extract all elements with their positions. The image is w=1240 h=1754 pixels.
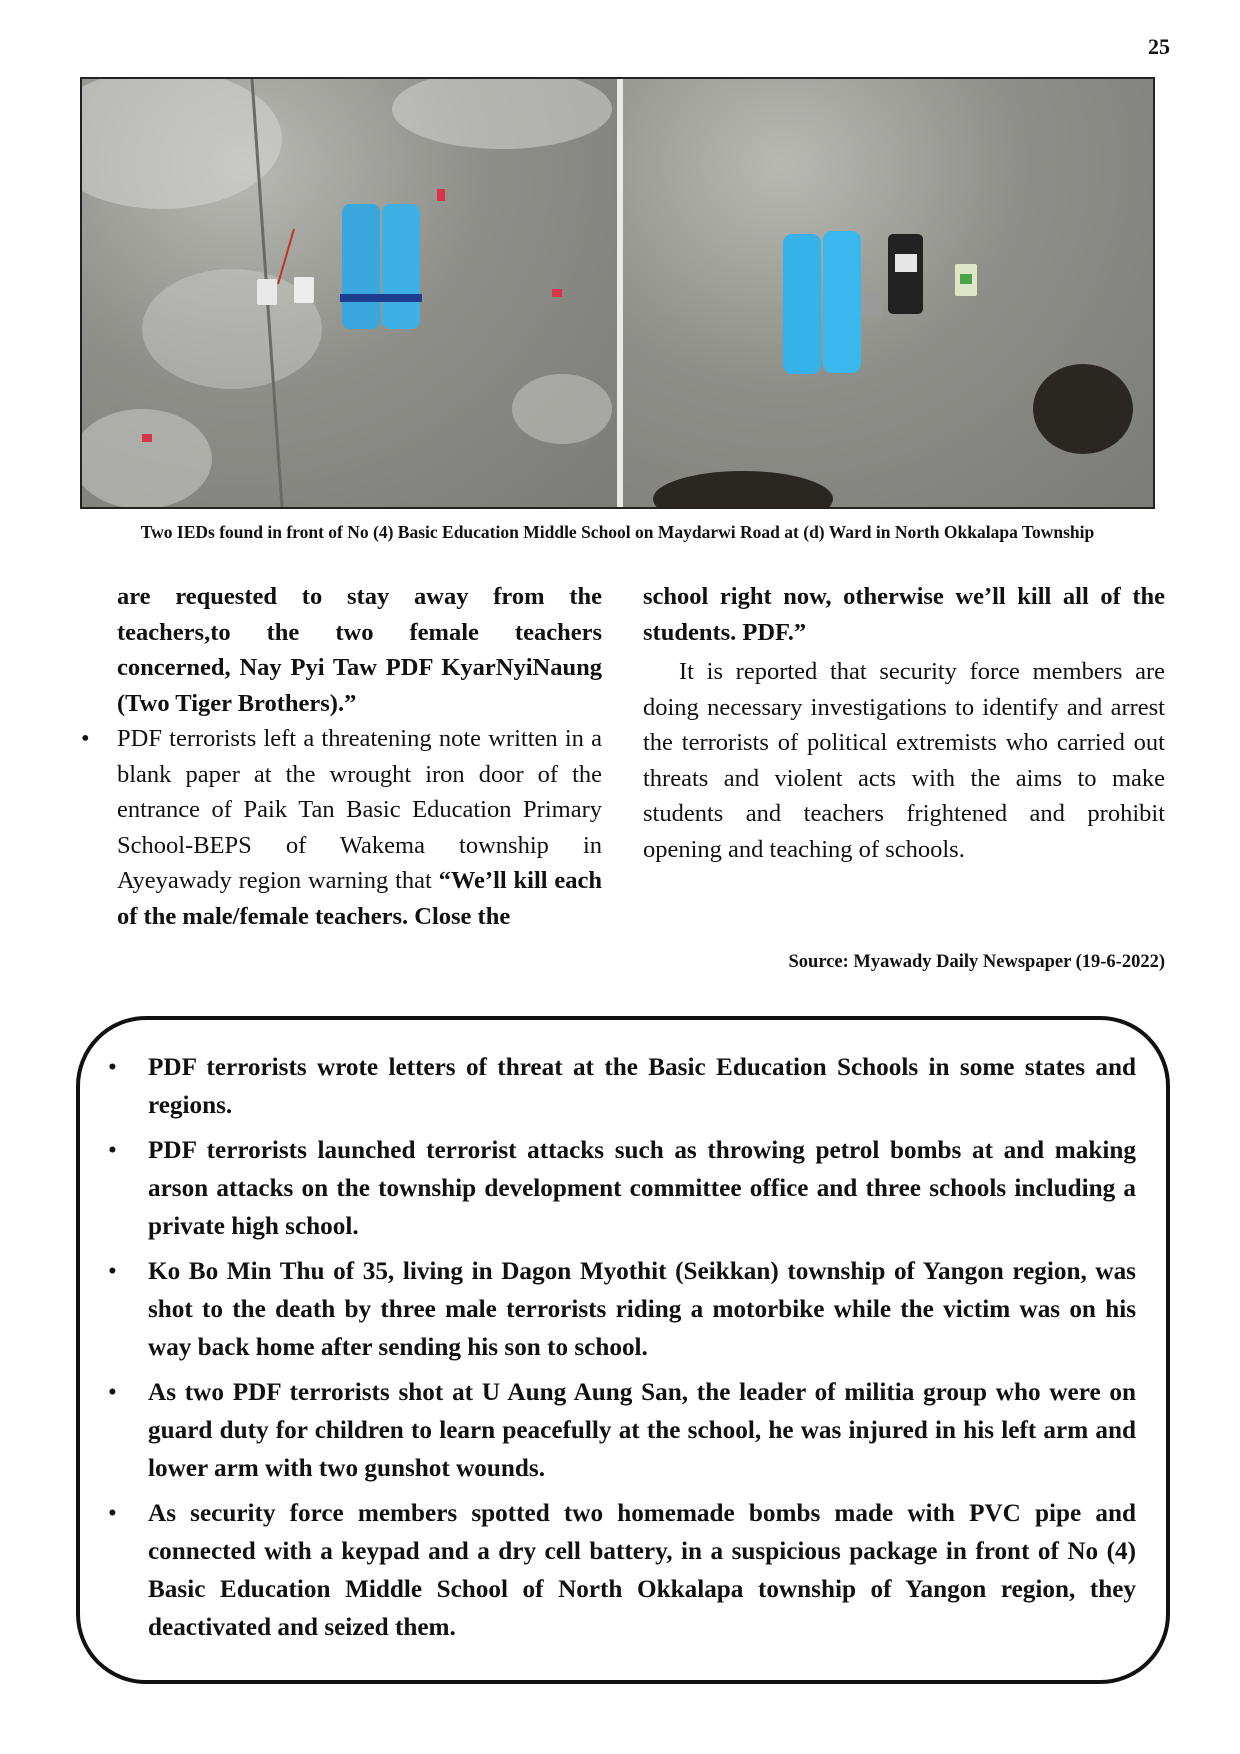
photo-strip: [80, 77, 1155, 509]
quote-end: school right now, otherwise we’ll kill all of the students. PDF.”: [643, 583, 1165, 646]
bullet-icon: •: [81, 725, 90, 752]
ied-photo-right: [623, 79, 1153, 507]
threat-note-bullet: [81, 721, 603, 934]
summary-item: [106, 1495, 1136, 1647]
bullet-icon: •: [108, 1500, 117, 1527]
bullet-icon: •: [108, 1379, 117, 1406]
summary-item: [106, 1374, 1136, 1488]
summary-list: [106, 1049, 1136, 1654]
summary-item: [106, 1132, 1136, 1246]
photo-caption: Two IEDs found in front of No (4) Basic Education Middle School on Maydarwi Road at (d) Ward in North Okkalapa Township: [140, 522, 1095, 542]
ied-photo-left: [82, 79, 623, 507]
investigation-paragraph: It is reported that security force members are doing necessary investigations to identify and arrest the terrorists of political extremists who carried out threats and violent acts with the aims to make students and teachers frightened and prohibit opening and teaching of schools.: [643, 658, 1165, 863]
summary-item-text: Ko Bo Min Thu of 35, living in Dagon Myothit (Seikkan) township of Yangon region, was shot to the death by three male terrorists riding a motorbike while the victim was on his way back home after sending his son to school.: [148, 1258, 1136, 1361]
continued-quote: are requested to stay away from the teachers,to the two female teachers concerned, Nay Pyi Taw PDF KyarNyiNaung (Two Tiger Brothers).”: [117, 583, 602, 717]
summary-item: [106, 1049, 1136, 1125]
page-number: 25: [1148, 34, 1170, 59]
ied-photo-left-image: [82, 79, 617, 507]
right-column: [643, 579, 1165, 867]
threat-note-text: PDF terrorists left a threatening note written in a blank paper at the wrought iron door of the entrance of Paik Tan Basic Education Primary School-BEPS of Wakema township in Ayeyawady region warning that: [117, 725, 602, 894]
bullet-icon: •: [108, 1258, 117, 1285]
threat-note-paragraph: [117, 721, 602, 934]
bullet-icon: •: [108, 1137, 117, 1164]
summary-item-text: As two PDF terrorists shot at U Aung Aung San, the leader of militia group who were on guard duty for children to learn peacefully at the school, he was injured in his left arm and lower arm with two gunshot wounds.: [148, 1379, 1136, 1482]
bullet-icon: •: [108, 1054, 117, 1081]
summary-item-text: PDF terrorists wrote letters of threat at the Basic Education Schools in some states and regions.: [148, 1054, 1136, 1119]
summary-item-text: PDF terrorists launched terrorist attacks such as throwing petrol bombs at and making arson attacks on the township development committee office and three schools including a private high school.: [148, 1137, 1136, 1240]
threat-note-quote: “We’ll kill each of the male/female teachers. Close the: [117, 867, 603, 930]
summary-item-text: As security force members spotted two homemade bombs made with PVC pipe and connected with a keypad and a dry cell battery, in a suspicious package in front of No (4) Basic Education Middle School of North Okkalapa township of Yangon region, they deactivated and seized them.: [148, 1500, 1136, 1641]
left-column: [81, 579, 603, 934]
summary-item: [106, 1253, 1136, 1367]
ied-photo-right-image: [623, 79, 1153, 507]
source-citation: Source: Myawady Daily Newspaper (19-6-2022): [788, 952, 1165, 972]
